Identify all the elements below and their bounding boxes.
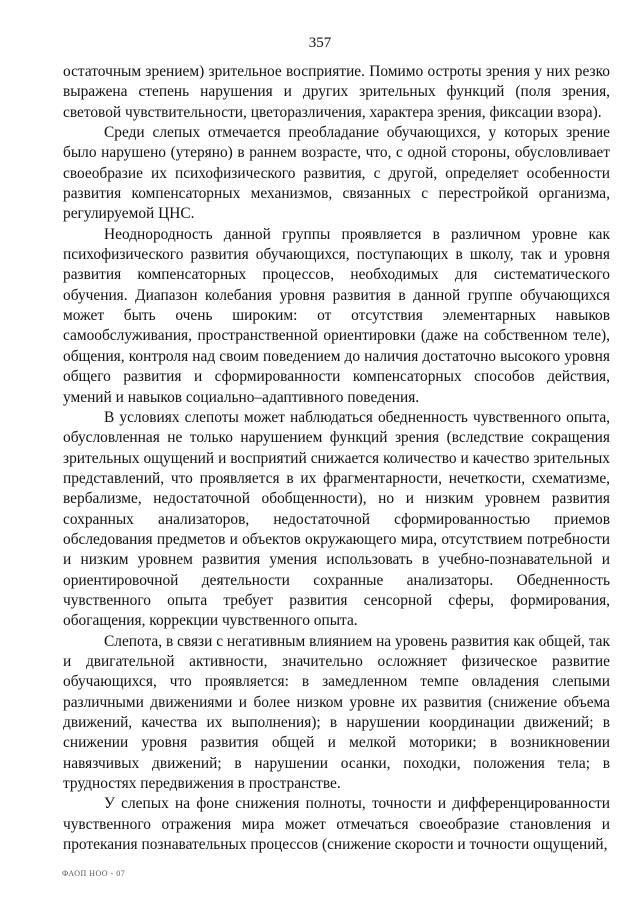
paragraph: В условиях слепоты может наблюдаться обедненность чувственного опыта, обусловленная не только нарушением функций зрения (вследствие сокращения зрительных ощущений и восприятий снижается количество и качество зрительных представлений, что проявляется в их фрагментарности, нечеткости, схематизме, вербализме, недостаточной обобщенности), но и низким уровнем развития сохранных анализаторов, недостаточной сформированностью приемов обследования предметов и объектов окружающего мира, отсутствием потребности и низким уровнем развития умения использовать в учебно-познавательной и ориентировочной деятельности сохранные анализаторы. Обедненность чувственного опыта требует развития сенсорной сферы, формирования, обогащения, коррекции чувственного опыта.: [63, 408, 610, 630]
paragraph: Слепота, в связи с негативным влиянием на уровень развития как общей, так и двигательной активности, значительно осложняет физическое развитие обучающихся, что проявляется: в замедленном темпе овладения слепыми различными движениями и более низком уровне их развития (снижение объема движений, качества их выполнения); в нарушении координации движений; в снижении уровня развития общей и мелкой моторики; в возникновении навязчивых движений; в нарушении осанки, походки, положения тела; в трудностях передвижения в пространстве.: [63, 632, 610, 793]
paragraph: Среди слепых отмечается преобладание обучающихся, у которых зрение было нарушено (утеряно) в раннем возрасте, что, с одной стороны, обусловливает своеобразие их психофизического развития, с другой, определяет особенности развития компенсаторных механизмов, связанных с перестройкой организма, регулируемой ЦНС.: [63, 124, 610, 223]
page-number: 357: [308, 35, 332, 51]
footer-stamp: ФАОП НОО - 07: [62, 869, 126, 878]
paragraph: Неоднородность данной группы проявляется в различном уровне как психофизического развития обучающихся, поступающих в школу, так и уровня развития компенсаторных процессов, необходимых для систематического обучения. Диапазон колебания уровня развития в данной группе обучающихся может быть очень широким: от отсутствия элементарных навыков самообслуживания, пространственной ориентировки (даже на собственном теле), общения, контроля над своим поведением до наличия достаточно высокого уровня общего развития и сформированности компенсаторных способов действия, умений и навыков социально–адаптивного поведения.: [63, 225, 610, 406]
body-text: [63, 62, 610, 855]
paragraph-continuation: остаточным зрением) зрительное восприятие. Помимо остроты зрения у них резко выражена степень нарушения и других зрительных функций (поля зрения, световой чувствительности, цветоразличения, характера зрения, фиксации взора).: [63, 63, 610, 121]
paragraph: У слепых на фоне снижения полноты, точности и дифференцированности чувственного отражения мира может отмечаться своеобразие становления и протекания познавательных процессов (снижение скорости и точности ощущений,: [63, 795, 610, 854]
